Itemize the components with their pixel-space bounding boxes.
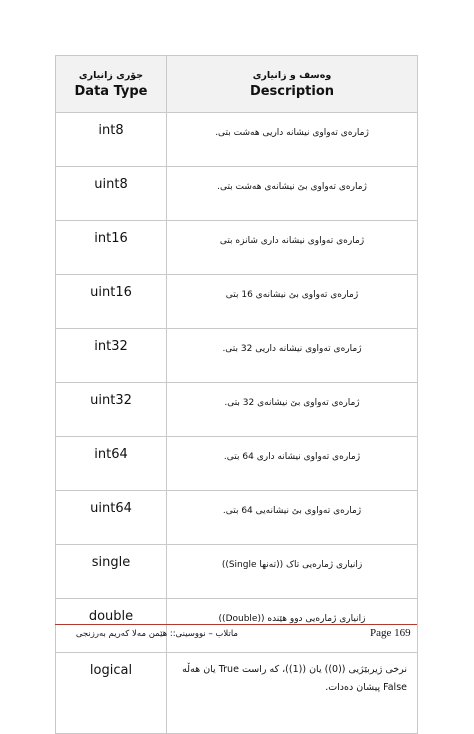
table-row <box>56 491 418 545</box>
data-type-cell: single <box>56 545 167 599</box>
header-type-english: Data Type <box>74 83 148 99</box>
table-row <box>56 437 418 491</box>
table-row <box>56 275 418 329</box>
table-row <box>56 167 418 221</box>
description-cell: ژمارەی تەواوی نیشانە داری 64 بتی. <box>167 437 418 491</box>
table-row <box>56 599 418 653</box>
data-type-cell: uint32 <box>56 383 167 437</box>
table-row <box>56 383 418 437</box>
description-cell: ژمارەی تەواوی بێ نیشانەی 32 بتی. <box>167 383 418 437</box>
data-type-cell: uint64 <box>56 491 167 545</box>
table-header-row <box>56 56 418 113</box>
description-cell: ژمارەی تەواوی نیشانە داریی هەشت بتی. <box>167 113 418 167</box>
table-row <box>56 653 418 734</box>
header-data-type <box>56 56 167 113</box>
data-type-cell: uint16 <box>56 275 167 329</box>
data-type-cell: logical <box>56 653 167 734</box>
table-row <box>56 545 418 599</box>
table-row <box>56 221 418 275</box>
footer-divider <box>55 624 417 625</box>
table-row <box>56 113 418 167</box>
description-cell: نرخی ژیربێژیی ((0)) یان ((1))، کە راست True یان هەڵە False پیشان دەدات. <box>167 653 418 734</box>
data-type-cell: int32 <box>56 329 167 383</box>
header-type-kurdish: جۆری زانیاری <box>78 69 144 81</box>
description-cell: ژمارەی تەواوی بێ نیشانەی 16 بتی <box>167 275 418 329</box>
data-type-cell: int64 <box>56 437 167 491</box>
description-cell: زانیاری ژمارەیی دوو هێندە ((Double)) <box>167 599 418 653</box>
description-cell: ژمارەی تەواوی نیشانە داریی 32 بتی. <box>167 329 418 383</box>
data-type-cell: double <box>56 599 167 653</box>
description-cell: زانیاری ژمارەیی تاک ((تەنها Single)) <box>167 545 418 599</box>
description-cell: ژمارەی تەواوی بێ نیشانەی هەشت بتی. <box>167 167 418 221</box>
data-type-cell: uint8 <box>56 167 167 221</box>
data-type-cell: int8 <box>56 113 167 167</box>
footer-author: ماتلاب – نووسینی:: هێمن مەلا کەریم بەرزنجی <box>75 629 238 639</box>
description-cell: ژمارەی تەواوی بێ نیشانەیی 64 بتی. <box>167 491 418 545</box>
description-cell: ژمارەی تەواوی نیشانە داری شانزە بتی <box>167 221 418 275</box>
page-number: Page 169 <box>370 627 411 639</box>
header-desc-kurdish: وەسف و زانیاری <box>252 69 332 81</box>
header-description <box>167 56 418 113</box>
table-row <box>56 329 418 383</box>
header-desc-english: Description <box>249 83 335 99</box>
data-type-cell: int16 <box>56 221 167 275</box>
